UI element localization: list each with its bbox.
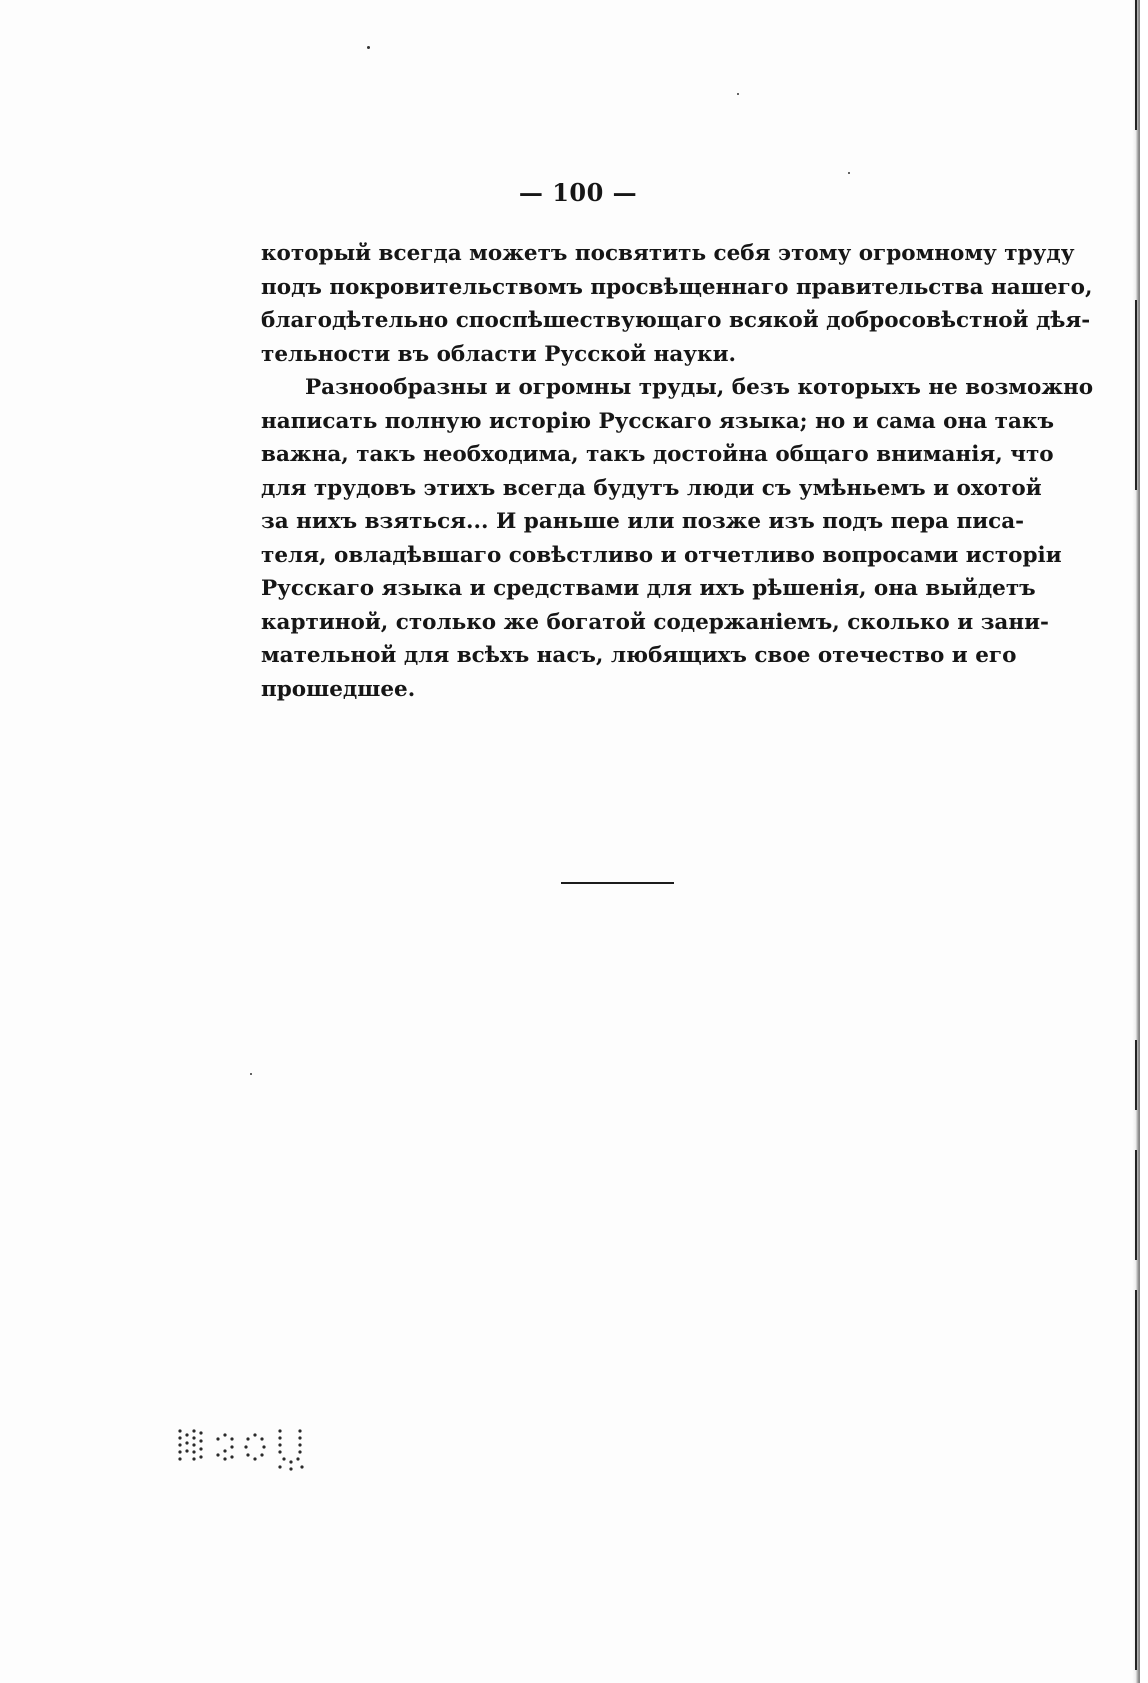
- page-edge-line: [1135, 410, 1137, 490]
- text-line: картиной, столько же богатой содержаніемъ, сколько и зани-: [261, 609, 1049, 635]
- scan-speck: [848, 172, 850, 174]
- page-edge-line: [1135, 300, 1137, 410]
- scan-speck: [367, 46, 370, 49]
- page-edge-line: [1135, 1290, 1137, 1670]
- text-line: тельности въ области Русской науки.: [261, 341, 737, 367]
- page-edge-line: [1135, 1040, 1137, 1110]
- perforated-library-stamp: [176, 1427, 316, 1471]
- paragraph: [261, 371, 1094, 706]
- scan-speck: [737, 93, 739, 95]
- body-text: [261, 237, 1094, 706]
- page-edge-line: [1135, 1150, 1137, 1260]
- paragraph: [261, 237, 1093, 371]
- page-edge-line: [1135, 0, 1137, 130]
- text-line: Разнообразны и огромны труды, безъ которыхъ не возможно: [305, 375, 1094, 400]
- text-line: написать полную исторію Русскаго языка; но и сама она такъ: [261, 408, 1054, 434]
- text-line: теля, овладѣвшаго совѣстливо и отчетливо вопросами исторіи: [261, 542, 1062, 568]
- text-line: который всегда можетъ посвятить себя этому огромному труду: [261, 241, 1075, 266]
- text-line: мательной для всѣхъ насъ, любящихъ свое отечество и его: [261, 643, 1017, 668]
- text-line: Русскаго языка и средствами для ихъ рѣшенія, она выйдетъ: [261, 576, 1036, 601]
- text-line: за нихъ взяться... И раньше или позже изъ подъ пера писа-: [261, 509, 1025, 534]
- text-line: подъ покровительствомъ просвѣщеннаго правительства нашего,: [261, 274, 1093, 300]
- section-end-rule: [561, 882, 674, 884]
- text-line: благодѣтельно споспѣшествующаго всякой добросовѣстной дѣя-: [261, 308, 1091, 333]
- text-line: важна, такъ необходима, такъ достойна общаго вниманія, что: [261, 442, 1054, 467]
- page-number: — 100 —: [518, 178, 638, 207]
- scan-speck: [250, 1073, 252, 1075]
- text-line: прошедшее.: [261, 676, 416, 702]
- text-line: для трудовъ этихъ всегда будутъ люди съ умѣньемъ и охотой: [261, 475, 1042, 501]
